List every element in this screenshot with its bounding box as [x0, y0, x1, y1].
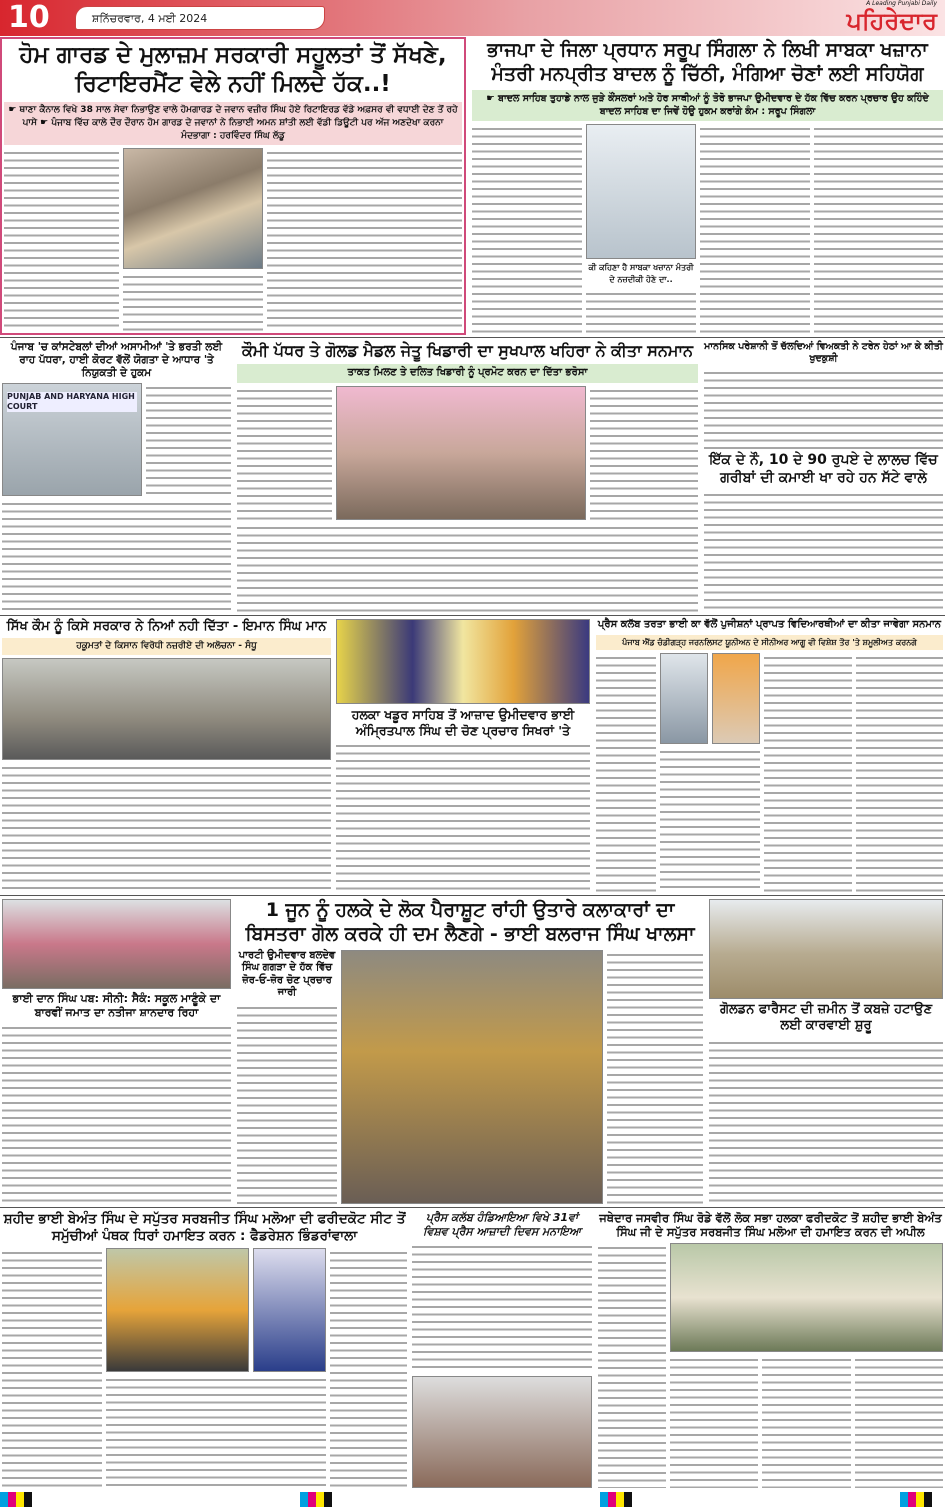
- headline: ਭਾਜਪਾ ਦੇ ਜਿਲਾ ਪ੍ਰਧਾਨ ਸਰੂਪ ਸਿੰਗਲਾ ਨੇ ਲਿਖੀ ਸਾਬਕਾ ਖਜ਼ਾਨਾ ਮੰਤਰੀ ਮਨਪ੍ਰੀਤ ਬਾਦਲ ਨੂੰ ਚਿੱਠੀ, ਮੰਗਿਆ ਚੋਣਾਂ ਲਈ ਸਹਿਯੋਗ: [487, 39, 928, 85]
- photo-sarabjit-2: [253, 1248, 326, 1372]
- article-press-club-tarn-taran: [594, 617, 945, 894]
- article-body-text: [598, 1243, 666, 1488]
- article-body-text: [2, 499, 231, 612]
- photo-rode: [670, 1243, 943, 1352]
- article-body-text: [472, 124, 582, 333]
- logo: ਪਹਿਰੇਦਾਰ: [846, 7, 937, 35]
- photo-school-students: [2, 899, 231, 989]
- article-body-text: [123, 272, 263, 331]
- photo-singla: [586, 124, 696, 259]
- photo-golden-forest: [709, 899, 943, 999]
- headline: ਪ੍ਰੈਸ ਕਲੱਬ ਤਰਤਾ ਭਾਈ ਕਾ ਵੱਲੋਂ ਪੁਜੀਸ਼ਨਾਂ ਪ੍ਰਾਪਤ ਵਿਦਿਆਰਥੀਆਂ ਦਾ ਕੀਤਾ ਜਾਵੇਗਾ ਸਨਮਾਨ: [597, 619, 942, 630]
- article-golden-forest: [707, 897, 945, 1206]
- article-home-guard: [0, 37, 466, 335]
- subheadline: ਪੰਜਾਬ ਐਂਡ ਚੰਡੀਗੜ੍ਹ ਜਰਨਲਿਸਟ ਯੂਨੀਅਨ ਦੇ ਸੀਨੀਅਰ ਆਗੂ ਵੀ ਵਿਸ਼ੇਸ਼ ਤੌਰ 'ਤੇ ਸ਼ਮੂਲੀਅਤ ਕਰਨਗੇ: [596, 635, 943, 651]
- article-federation-bhindranwala: [0, 1209, 409, 1490]
- divider: [0, 615, 945, 616]
- article-constable-recruitment: [0, 339, 233, 614]
- article-body-text: [336, 741, 590, 892]
- article-body-text: [267, 148, 462, 331]
- article-body-text: [814, 124, 943, 333]
- photo-press-club: [412, 1376, 592, 1488]
- article-body-text: [704, 368, 943, 449]
- article-body-text: [237, 523, 698, 612]
- article-body-text: [704, 490, 943, 612]
- divider: [0, 895, 945, 896]
- photo-journalist-2: [712, 653, 760, 744]
- article-body-text: [106, 1375, 326, 1488]
- article-body-text: [146, 383, 231, 496]
- photo-home-guards: [123, 148, 263, 269]
- headline: ਹਲਕਾ ਖਡੂਰ ਸਾਹਿਬ ਤੋਂ ਆਜ਼ਾਦ ਉਮੀਦਵਾਰ ਭਾਈ ਅੰਮ੍ਰਿਤਪਾਲ ਸਿੰਘ ਦੀ ਚੋਣ ਪ੍ਰਚਾਰ ਸਿਖਰਾਂ 'ਤੇ: [351, 707, 575, 738]
- article-body-text: [764, 653, 852, 892]
- article-jathedar-rode: [596, 1209, 945, 1490]
- article-bjp-letter: [470, 37, 945, 335]
- headline: ਕੌਮੀ ਪੱਧਰ ਤੇ ਗੋਲਡ ਮੈਡਲ ਜੇਤੂ ਖਿਡਾਰੀ ਦਾ ਸੁਖਪਾਲ ਖਹਿਰਾ ਨੇ ਕੀਤਾ ਸਨਮਾਨ: [241, 341, 694, 360]
- article-amritpal: [334, 617, 592, 894]
- article-body-text: [4, 148, 119, 331]
- subheadline: ☛ ਬਾਦਲ ਸਾਹਿਬ ਤੁਹਾਡੇ ਨਾਲ ਜੁੜੇ ਕੌਂਸਲਰਾਂ ਅਤੇ ਹੋਰ ਸਾਥੀਆਂ ਨੂੰ ਤੋਰੋ ਭਾਜਪਾ ਉਮੀਦਵਾਰ ਦੇ ਹੱਕ ਵਿੱਚ ਕਰਨ ਪ੍ਰਚਾਰ ਉਹ ਕਹਿੰਦੇ ਬਾਦਲ ਸਾਹਿਬ ਦਾ ਜਿਵੇਂ ਹੋਉ ਹੁਕਮ ਕਰਾਂਗੇ ਕੰਮ : ਸਰੂਪ ਸਿੰਗਲਾ: [472, 90, 943, 122]
- tagline: A Leading Punjabi Daily: [866, 0, 937, 7]
- color-registration-bar: [0, 1492, 945, 1507]
- photo-mann: [2, 658, 331, 759]
- headline: ਪ੍ਰੈਸ ਕਲੱਬ ਹੰਡਿਆਇਆ ਵਿਖੇ 31ਵਾਂ ਵਿਸ਼ਵ ਪ੍ਰੈਸ ਆਜ਼ਾਦੀ ਦਿਵਸ ਮਨਾਇਆ: [423, 1211, 581, 1238]
- page-number: 10: [8, 0, 50, 35]
- date-pill: [75, 6, 325, 30]
- headline: ਇੱਕ ਦੇ ਨੌ, 10 ਦੇ 90 ਰੁਪਏ ਦੇ ਲਾਲਚ ਵਿੱਚ ਗਰੀਬਾਂ ਦੀ ਕਮਾਈ ਖਾ ਰਹੇ ਹਨ ਸੱਟੇ ਵਾਲੇ: [709, 452, 938, 486]
- headline: ਮਾਨਸਿਕ ਪਰੇਸ਼ਾਨੀ ਤੋਂ ਚੱਲਦਿਆਂ ਵਿਅਕਤੀ ਨੇ ਟਰੇਨ ਹੇਠਾਂ ਆ ਕੇ ਕੀਤੀ ਖੁਦਕੁਸ਼ੀ: [704, 341, 943, 364]
- subheadline: ਪਾਰਟੀ ਉਮੀਦਵਾਰ ਬਲਦੇਵ ਸਿੰਘ ਗਗੜਾ ਦੇ ਹੱਕ ਵਿੱਚ ਜ਼ੋਰ-ਓ-ਜ਼ੋਰ ਚੋਣ ਪ੍ਰਚਾਰ ਜਾਰੀ: [238, 949, 336, 998]
- article-body-text: [660, 747, 760, 892]
- article-press-freedom-day: [410, 1209, 594, 1490]
- article-body-text: [855, 1355, 943, 1488]
- article-body-text: [700, 124, 810, 333]
- article-gold-medal: [235, 339, 700, 614]
- subheadline: ਹਕੂਮਤਾਂ ਦੇ ਕਿਸਾਨ ਵਿਰੋਧੀ ਨਜ਼ਰੀਏ ਦੀ ਅਲੋਚਨਾ - ਸੰਧੂ: [2, 638, 331, 655]
- photo-sarabjit-1: [106, 1248, 249, 1372]
- headline: ਪੰਜਾਬ 'ਚ ਕਾਂਸਟੇਬਲਾਂ ਦੀਆਂ ਅਸਾਮੀਆਂ 'ਤੇ ਭਰਤੀ ਲਈ ਰਾਹ ਪੱਧਰਾ, ਹਾਈ ਕੋਰਟ ਵੱਲੋਂ ਯੋਗਤਾ ਦੇ ਆਧਾਰ 'ਤੇ ਨਿਯੁਕਤੀ ਦੇ ਹੁਕਮ: [10, 341, 223, 380]
- article-body-text: [709, 1038, 943, 1205]
- headline: ਭਾਈ ਦਾਨ ਸਿੰਘ ਪਬ: ਸੀਨੀ: ਸੈਕੰ: ਸਕੂਲ ਮਾਣੂੰਕੇ ਦਾ ਬਾਰਵੀਂ ਜਮਾਤ ਦਾ ਨਤੀਜਾ ਸ਼ਾਨਦਾਰ ਰਿਹਾ: [12, 992, 221, 1019]
- court-sign: PUNJAB AND HARYANA HIGH COURT: [7, 392, 137, 411]
- photo-khalsa: [341, 950, 603, 1205]
- headline: ਹੋਮ ਗਾਰਡ ਦੇ ਮੁਲਾਜ਼ਮ ਸਰਕਾਰੀ ਸਹੂਲਤਾਂ ਤੋਂ ਸੱਖਣੇ, ਰਿਟਾਇਰਮੈਂਟ ਵੇਲੇ ਨਹੀਂ ਮਿਲਦੇ ਹੱਕ..!: [19, 42, 447, 97]
- article-school-result: [0, 897, 233, 1206]
- photo-amritpal: [336, 619, 590, 704]
- article-suicide-and-betting: [702, 339, 945, 614]
- article-balraj-singh-khalsa: [235, 897, 705, 1206]
- headline: ਸਿੱਖ ਕੌਮ ਨੂੰ ਕਿਸੇ ਸਰਕਾਰ ਨੇ ਨਿਆਂ ਨਹੀ ਦਿੱਤਾ - ਇਮਾਨ ਸਿੰਘ ਮਾਨ: [6, 619, 327, 634]
- headline: ਗੋਲਡਨ ਫਾਰੈਸਟ ਦੀ ਜ਼ਮੀਨ ਤੋਂ ਕਬਜ਼ੇ ਹਟਾਉਣ ਲਈ ਕਾਰਵਾਈ ਸ਼ੁਰੂ: [719, 1002, 933, 1034]
- article-body-text: [762, 1355, 850, 1488]
- photo-gold-medal: [336, 386, 586, 520]
- caption: ਕੀ ਕਹਿਣਾ ਹੈ ਸਾਬਕਾ ਖਜ਼ਾਨਾ ਮੰਤਰੀ ਦੇ ਨਜ਼ਦੀਕੀ ਹੋਣੇ ਦਾ..: [588, 263, 694, 284]
- article-body-text: [670, 1355, 758, 1488]
- article-body-text: [596, 653, 656, 892]
- article-body-text: [2, 1248, 102, 1488]
- headline: 1 ਜੂਨ ਨੂੰ ਹਲਕੇ ਦੇ ਲੋਕ ਪੈਰਾਸ਼ੂਟ ਰਾਂਹੀ ਉਤਾਰੇ ਕਲਾਕਾਰਾਂ ਦਾ ਬਿਸਤਰਾ ਗੋਲ ਕਰਕੇ ਹੀ ਦਮ ਲੈਣਗੇ - ਭਾਈ ਬਲਰਾਜ ਸਿੰਘ ਖਾਲਸਾ: [245, 899, 695, 945]
- masthead: [847, 0, 937, 36]
- subheadline: ਤਾਕਤ ਮਿਲਣ ਤੇ ਦਲਿਤ ਖਿਡਾਰੀ ਨੂੰ ਪ੍ਰਮੋਟ ਕਰਨ ਦਾ ਦਿੱਤਾ ਭਰੋਸਾ: [237, 364, 698, 383]
- photo-high-court: [2, 383, 142, 496]
- article-body-text: [607, 950, 703, 1205]
- article-body-text: [330, 1248, 407, 1488]
- photo-journalist-1: [660, 653, 708, 744]
- article-body-text: [2, 1023, 231, 1205]
- article-body-text: [237, 1003, 337, 1205]
- article-body-text: [586, 289, 696, 333]
- article-iman-singh-mann: [0, 617, 333, 894]
- article-body-text: [2, 763, 331, 892]
- date: ਸ਼ਨਿੱਚਰਵਾਰ, 4 ਮਈ 2024: [92, 11, 208, 25]
- subheadline: ☛ ਥਾਣਾ ਕੈਨਾਲ ਵਿਖੇ 38 ਸਾਲ ਸੇਵਾ ਨਿਭਾਉਣ ਵਾਲੇ ਹੋਮਗਾਰਡ ਦੇ ਜਵਾਨ ਵਜ਼ੀਰ ਸਿੰਘ ਹੋਏ ਰਿਟਾਇਰਡ ਵੱਡੇ ਅਫ਼ਸਰ ਵੀ ਵਧਾਈ ਦੇਣ ਤੋਂ ਰਹੇ ਪਾਸੇ ☛ ਪੰਜਾਬ ਵਿੱਚ ਕਾਲੇ ਦੌਰ ਦੌਰਾਨ ਹੋਮ ਗਾਰਡ ਦੇ ਜਵਾਨਾਂ ਨੇ ਨਿਭਾਈ ਅਮਨ ਸ਼ਾਂਤੀ ਲਈ ਵੱਡੀ ਡਿਊਟੀ ਪਰ ਅੱਜ ਅਣਦੇਖਾ ਕਰਨਾ ਮੰਦਭਾਗਾ : ਹਰਵਿੰਦਰ ਸਿੰਘ ਲੱਡੂ: [4, 102, 462, 145]
- headline: ਜਥੇਦਾਰ ਜਸਵੀਰ ਸਿੰਘ ਰੋਡੇ ਵੱਲੋਂ ਲੋਕ ਸਭਾ ਹਲਕਾ ਫਰੀਦਕੋਟ ਤੋਂ ਸ਼ਹੀਦ ਭਾਈ ਬੇਅੰਤ ਸਿੰਘ ਜੀ ਦੇ ਸਪੁੱਤਰ ਸਰਬਜੀਤ ਸਿੰਘ ਮਲੋਆ ਦੀ ਹਮਾਇਤ ਕਰਨ ਦੀ ਅਪੀਲ: [599, 1211, 942, 1240]
- article-body-text: [237, 386, 332, 520]
- divider: [0, 337, 945, 338]
- article-body-text: [856, 653, 944, 892]
- article-body-text: [590, 386, 698, 520]
- article-body-text: [412, 1242, 592, 1374]
- headline: ਸ਼ਹੀਦ ਭਾਈ ਬੇਅੰਤ ਸਿੰਘ ਦੇ ਸਪੁੱਤਰ ਸਰਬਜੀਤ ਸਿੰਘ ਮਲੋਆ ਦੀ ਫਰੀਦਕੋਟ ਸੀਟ ਤੋਂ ਸਮੁੱਚੀਆਂ ਪੰਥਕ ਧਿਰਾਂ ਹਮਾਇਤ ਕਰਨ : ਫੈਡਰੇਸ਼ਨ ਭਿੰਡਰਾਂਵਾਲਾ: [3, 1211, 406, 1244]
- divider: [0, 1207, 945, 1208]
- page-header: [0, 0, 945, 36]
